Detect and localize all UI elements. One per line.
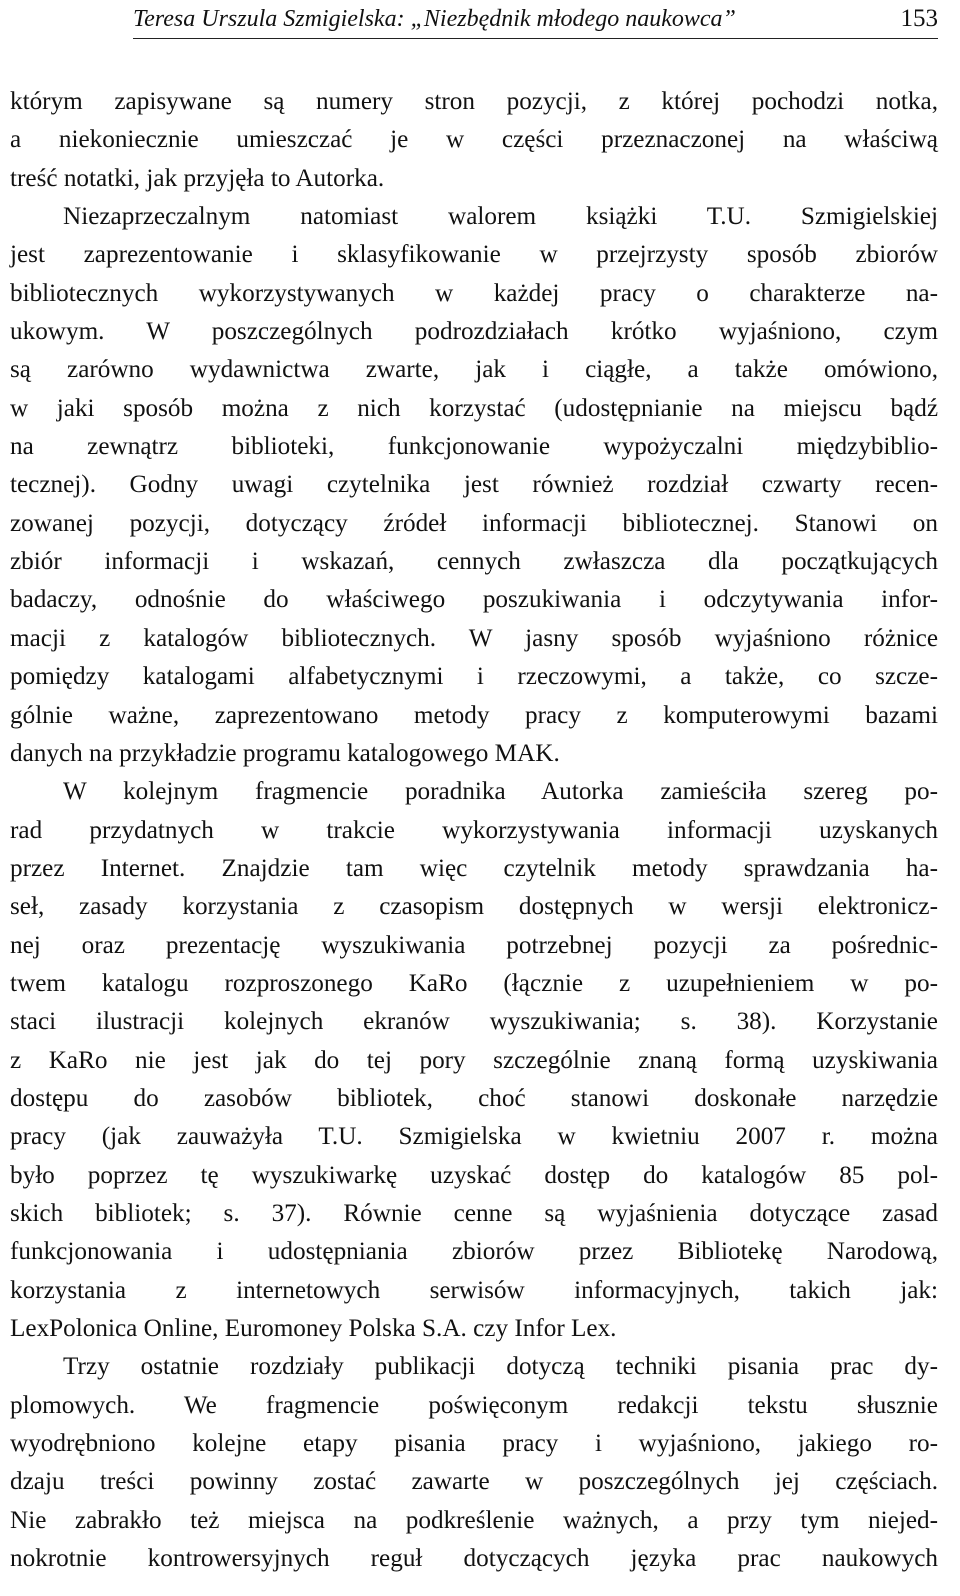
document-page [10,0,938,1578]
text-line: tecznej). Godny uwagi czytelnika jest również rozdział czwarty recen- [10,471,938,499]
running-header [133,0,938,39]
paragraph [10,773,938,1348]
text-line: macji z katalogów bibliotecznych. W jasny sposób wyjaśniono różnice [10,624,938,652]
text-line: staci ilustracji kolejnych ekranów wyszukiwania; s. 38). Korzystanie [10,1008,938,1036]
running-title: Teresa Urszula Szmigielska: „Niezbędnik młodego naukowca” [133,6,736,32]
text-line: twem katalogu rozproszonego KaRo (łącznie z uzupełnieniem w po- [10,969,938,997]
page-number: 153 [900,5,938,32]
paragraph [10,83,938,198]
paragraph [10,1348,938,1578]
body-text [10,83,938,1578]
text-line: wyodrębniono kolejne etapy pisania pracy i wyjaśniono, jakiego ro- [10,1430,938,1458]
text-line: na zewnątrz biblioteki, funkcjonowanie wypożyczalni międzybiblio- [10,433,938,461]
text-line: Niezaprzeczalnym natomiast walorem książki T.U. Szmigielskiej [63,203,938,231]
text-line: pomiędzy katalogami alfabetycznymi i rzeczowymi, a także, co szcze- [10,663,938,691]
text-line: funkcjonowania i udostępniania zbiorów przez Bibliotekę Narodową, [10,1238,938,1266]
text-line: a niekoniecznie umieszczać je w części przeznaczonej na właściwą [10,126,938,154]
text-line: było poprzez tę wyszukiwarkę uzyskać dostęp do katalogów 85 pol- [10,1161,938,1189]
text-line: w jaki sposób można z nich korzystać (udostępnianie na miejscu bądź [10,394,938,422]
text-line: Nie zabrakło też miejsca na podkreślenie ważnych, a przy tym niejed- [10,1506,938,1534]
text-line: z KaRo nie jest jak do tej pory szczególnie znaną formą uzyskiwania [10,1046,938,1074]
text-line: przez Internet. Znajdzie tam więc czytelnik metody sprawdzania ha- [10,854,938,882]
text-line: którym zapisywane są numery stron pozycji, z której pochodzi notka, [10,88,938,115]
text-line: dostępu do zasobów bibliotek, choć stanowi doskonałe narzędzie [10,1084,938,1112]
text-line: gólnie ważne, zaprezentowano metody pracy z komputerowymi bazami [10,701,938,729]
text-line: LexPolonica Online, Euromoney Polska S.A. czy Infor Lex. [10,1315,617,1342]
text-line: treść notatki, jak przyjęła to Autorka. [10,164,385,192]
text-line: są zarówno wydawnictwa zwarte, jak i ciągłe, a także omówiono, [10,356,938,384]
text-line: skich bibliotek; s. 37). Równie cenne są wyjaśnienia dotyczące zasad [10,1199,938,1227]
text-line: korzystania z internetowych serwisów informacyjnych, takich jak: [10,1276,938,1304]
text-line: W kolejnym fragmencie poradnika Autorka zamieściła szereg po- [63,778,938,806]
text-line: jest zaprezentowanie i sklasyfikowanie w przejrzysty sposób zbiorów [10,241,938,269]
text-line: bibliotecznych wykorzystywanych w każdej pracy o charakterze na- [10,279,938,307]
text-line: pracy (jak zauważyła T.U. Szmigielska w kwietniu 2007 r. można [10,1123,938,1151]
text-line: zowanej pozycji, dotyczący źródeł informacji bibliotecznej. Stanowi on [10,509,938,537]
text-line: dzaju treści powinny zostać zawarte w poszczególnych jej częściach. [10,1468,938,1496]
text-line: zbiór informacji i wskazań, cennych zwłaszcza dla początkujących [10,548,938,576]
text-line: rad przydatnych w trakcie wykorzystywania informacji uzyskanych [10,816,938,844]
text-line: danych na przykładzie programu katalogowego MAK. [10,739,560,767]
paragraph [10,198,938,773]
text-line: nokrotnie kontrowersyjnych reguł dotyczących języka prac naukowych [10,1545,938,1573]
text-line: plomowych. We fragmencie poświęconym redakcji tekstu słusznie [10,1391,938,1419]
text-line: badaczy, odnośnie do właściwego poszukiwania i odczytywania infor- [10,586,938,614]
text-line: ukowym. W poszczególnych podrozdziałach krótko wyjaśniono, czym [10,318,938,346]
text-line: nej oraz prezentację wyszukiwania potrzebnej pozycji za pośrednic- [10,931,938,959]
text-line: Trzy ostatnie rozdziały publikacji dotyczą techniki pisania prac dy- [63,1353,938,1381]
text-line: seł, zasady korzystania z czasopism dostępnych w wersji elektronicz- [10,893,938,921]
